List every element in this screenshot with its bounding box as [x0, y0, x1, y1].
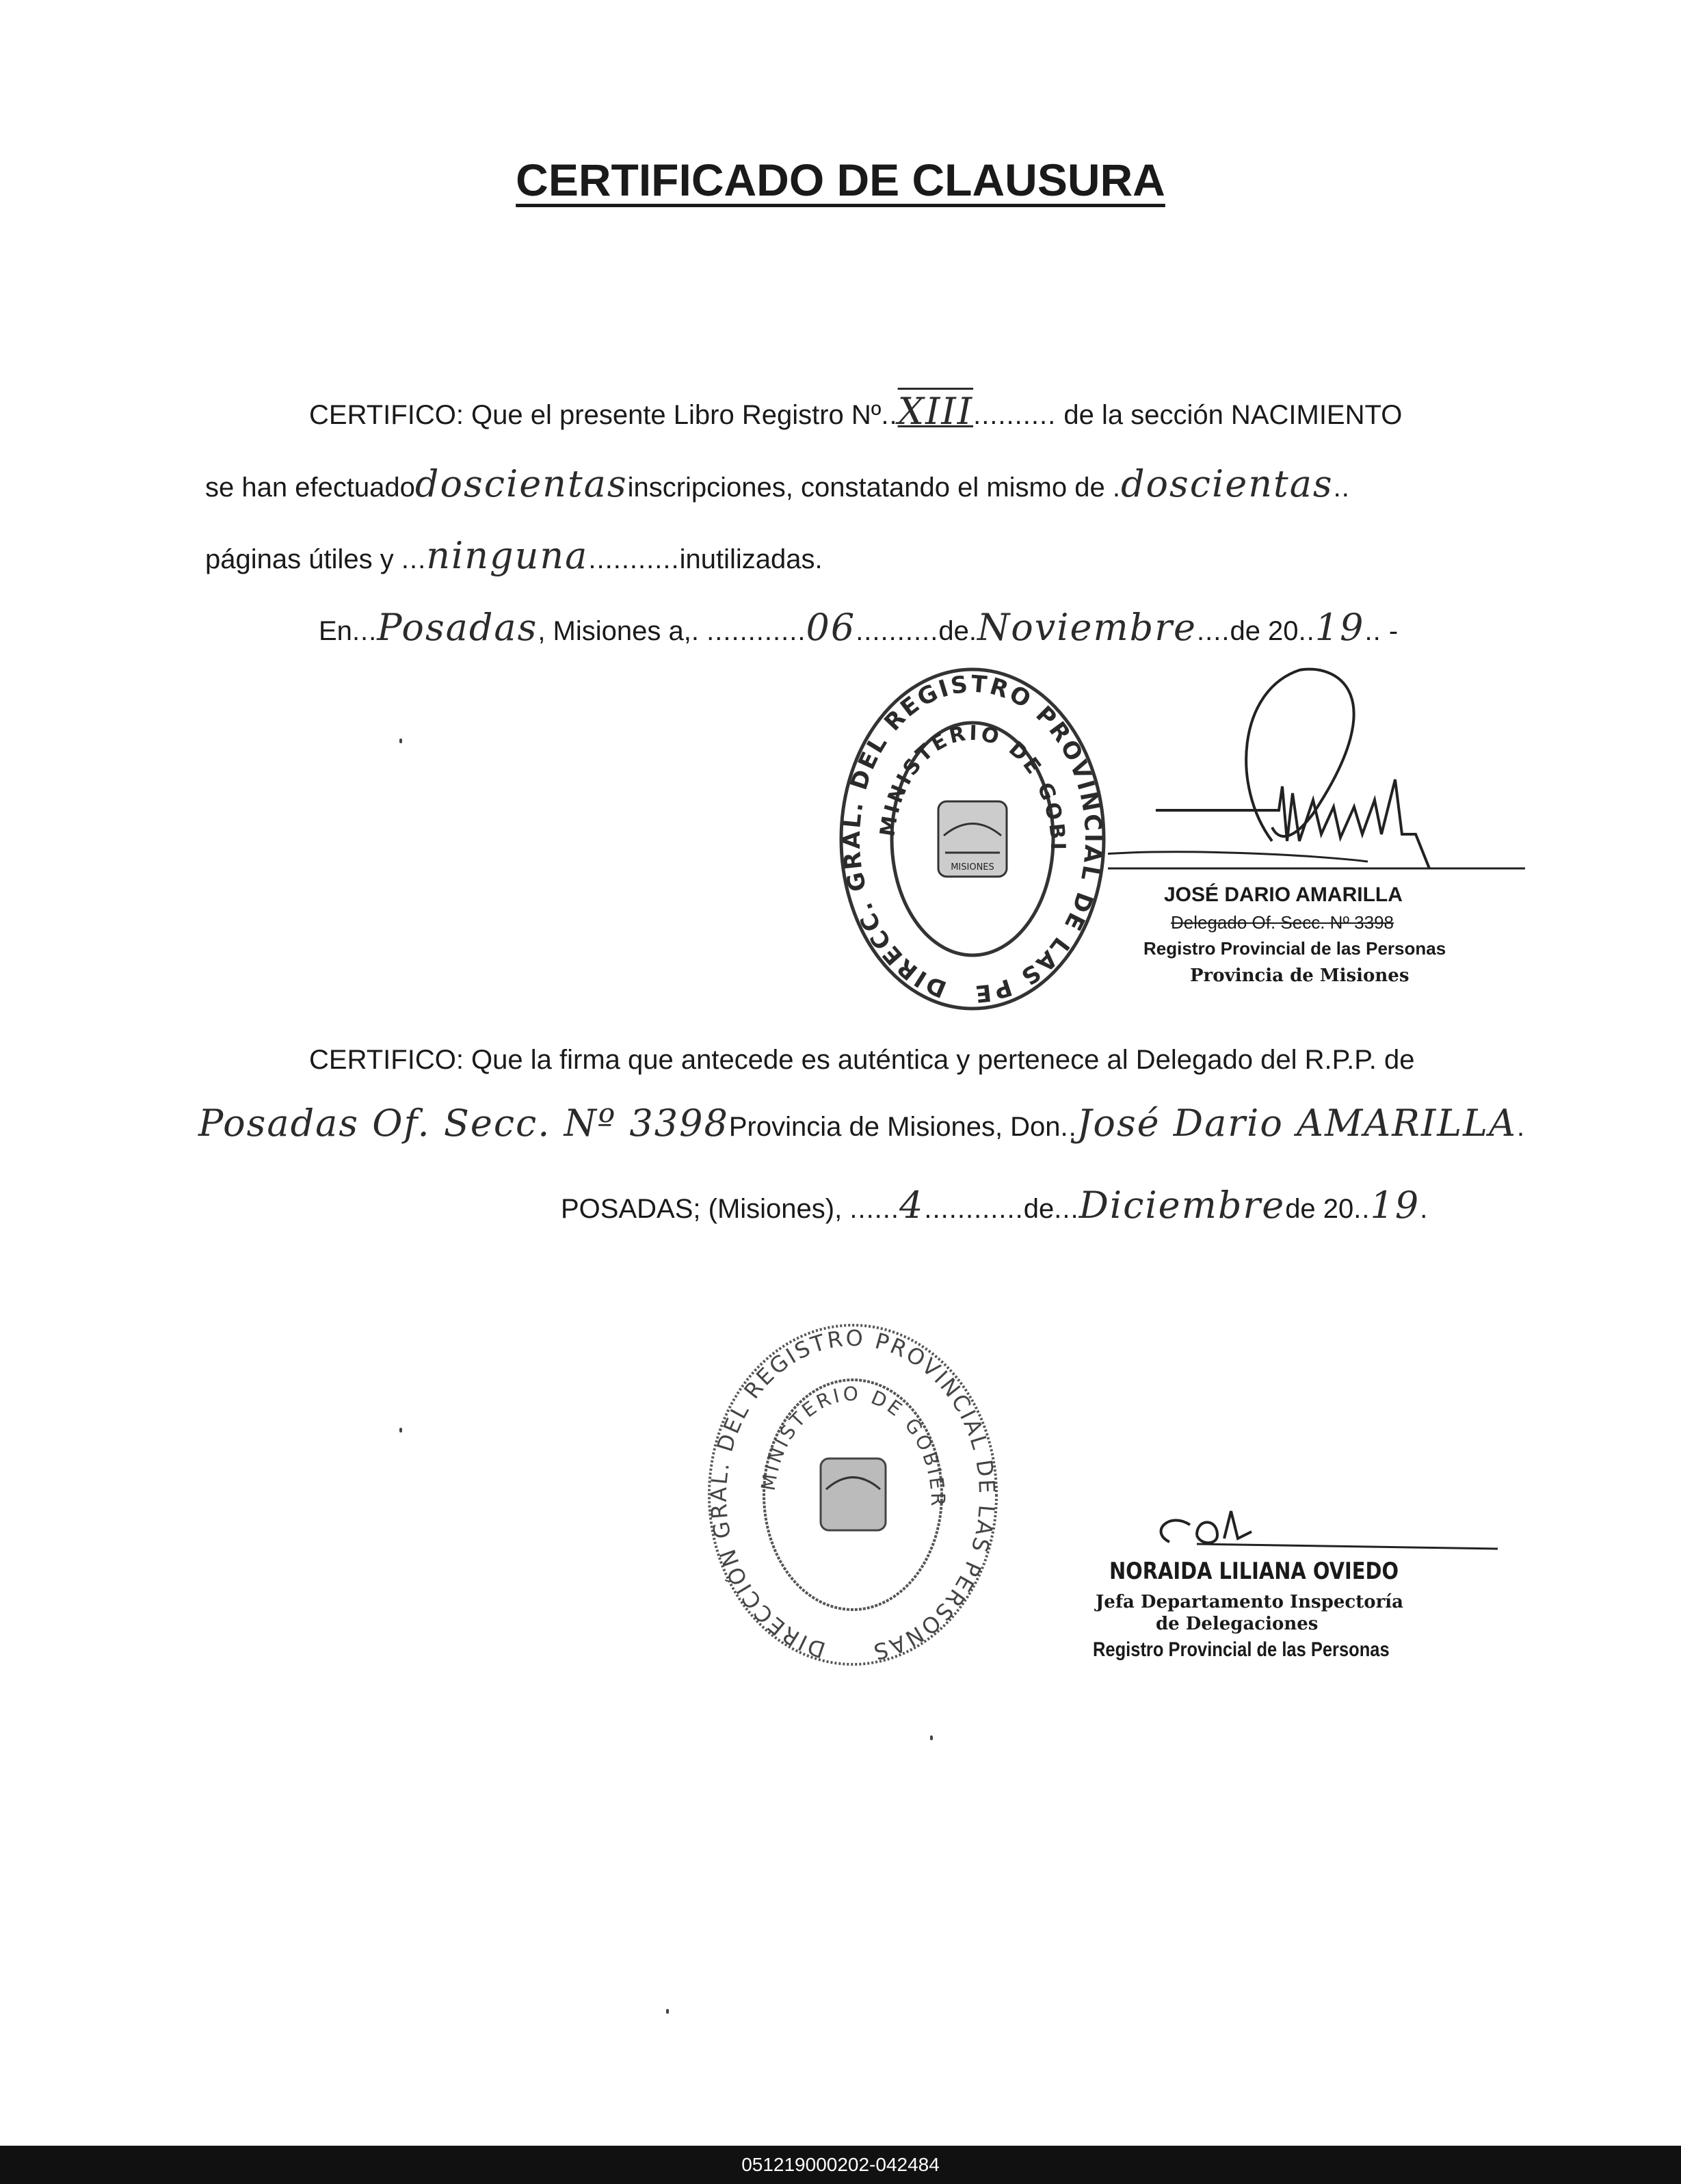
signer-1-org: Registro Provincial de las Personas [1143, 938, 1446, 959]
emblem-label: MISIONES [951, 862, 994, 873]
signature-2 [1094, 1497, 1505, 1566]
scan-speck [399, 1428, 402, 1433]
text: En [319, 616, 352, 646]
handwritten-mes: Noviembre [977, 606, 1197, 649]
stamp-inner-text: MINISTERIO DE GOBI [875, 721, 1070, 853]
p2-line1: CERTIFICO: Que la firma que antecede es auténtica y pertenece al Delegado del R.P.P. de [309, 1045, 1415, 1075]
official-stamp-2 [699, 1318, 1007, 1674]
handwritten-anio: 19 [1314, 606, 1365, 649]
official-stamp-1 [836, 665, 1109, 1020]
text: inscripciones, constatando el mismo de [627, 472, 1105, 503]
stamp-icon [836, 665, 1109, 1020]
handwritten-inutilizadas: ninguna [426, 534, 589, 577]
scan-speck [930, 1735, 933, 1740]
signer-1-province: Provincia de Misiones [1190, 966, 1409, 986]
text: se han efectuado [205, 472, 415, 503]
handwritten-oficina: Posadas Of. Secc. Nº 3398 [198, 1102, 729, 1145]
signer-2-org: Registro Provincial de las Personas [1093, 1638, 1390, 1661]
text: , Misiones a,. [538, 616, 699, 646]
handwritten-anio-2: 19 [1370, 1184, 1420, 1227]
p2-line2: Posadas Of. Secc. Nº 3398Provincia de Misiones, Don..José Dario AMARILLA. [198, 1102, 1526, 1145]
signer-1-role: Delegado Of. Secc. Nº 3398 [1171, 912, 1394, 933]
handwritten-inscripciones: doscientas [414, 462, 628, 505]
signer-2-name: NORAIDA LILIANA OVIEDO [1109, 1558, 1399, 1585]
p2-line3: POSADAS; (Misiones), ......4............de...Diciembrede 20..19. [561, 1184, 1429, 1227]
scan-speck [399, 738, 402, 743]
p1-line4: En...Posadas, Misiones a,. ............06..........de.Noviembre....de 20..19.. - [319, 606, 1399, 649]
handwritten-dia-2: 4 [899, 1184, 925, 1227]
text: de 20 [1230, 616, 1299, 646]
signature-scribble-icon [1094, 1497, 1505, 1566]
signer-2-role: Jefa Departamento Inspectoría [1096, 1592, 1403, 1612]
text: inutilizadas. [679, 544, 823, 574]
handwritten-mes-2: Diciembre [1078, 1184, 1286, 1227]
text: POSADAS; (Misiones), [561, 1194, 843, 1224]
handwritten-lugar: Posadas [377, 606, 538, 649]
stamp-2-outer-text: DIRECCIÓN GRAL. DEL REGISTRO PROVINCIAL DE LAS PERSONAS [705, 1324, 1001, 1666]
text: de [1023, 1194, 1055, 1224]
signer-2-role-2: de Delegaciones [1156, 1614, 1319, 1634]
text: CERTIFICO: Que el presente Libro Registro Nº [309, 400, 882, 430]
stamp-outer-text: DIRECC. GRAL. DEL REGISTRO PROVINCIAL DE LAS PE [838, 670, 1107, 1008]
text: de [938, 616, 969, 646]
text: páginas útiles y [205, 544, 394, 574]
p1-line2: se han efectuadodoscientasinscripciones, constatando el mismo de .doscientas.. [205, 462, 1350, 505]
handwritten-nombre: José Dario AMARILLA [1076, 1102, 1518, 1145]
p1-line1: CERTIFICO: Que el presente Libro Registro Nº..XIII.......... de la sección NACIMIENTO [309, 390, 1403, 433]
handwritten-libro: XIII [897, 390, 974, 433]
p1-line3: páginas útiles y ...ninguna...........inutilizadas. [205, 534, 823, 577]
footer-barcode-text: 051219000202-042484 [0, 2146, 1681, 2184]
text: Provincia de Misiones, Don [728, 1112, 1061, 1142]
stamp-2-inner-text: MINISTERIO DE GOBIER [756, 1382, 950, 1509]
handwritten-dia: 06 [806, 606, 856, 649]
stamp-icon [699, 1318, 1007, 1674]
signer-1-name: JOSÉ DARIO AMARILLA [1164, 883, 1403, 906]
scan-speck [666, 2009, 669, 2014]
handwritten-paginas: doscientas [1120, 462, 1334, 505]
text: de 20 [1285, 1194, 1354, 1224]
document-title: CERTIFICADO DE CLAUSURA [516, 155, 1165, 205]
text: de la sección NACIMIENTO [1063, 400, 1403, 430]
